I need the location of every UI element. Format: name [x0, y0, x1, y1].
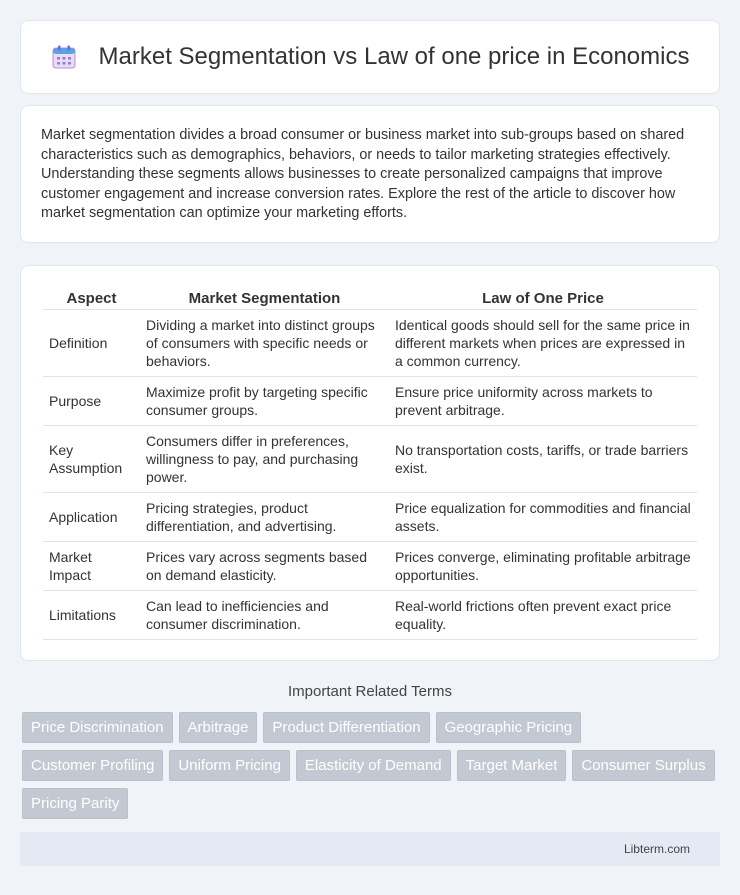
row-aspect: Limitations: [43, 591, 140, 640]
row-market-segmentation: Can lead to inefficiencies and consumer discrimination.: [140, 591, 389, 640]
column-header-market-segmentation: Market Segmentation: [140, 286, 389, 310]
footer-site-link[interactable]: Libterm.com: [623, 842, 690, 856]
related-term-tag[interactable]: Uniform Pricing: [169, 750, 290, 781]
table-row: [43, 310, 697, 377]
related-term-tag[interactable]: Pricing Parity: [22, 788, 128, 819]
row-law-of-one-price: Ensure price uniformity across markets to prevent arbitrage.: [389, 377, 697, 426]
row-aspect: Market Impact: [43, 542, 140, 591]
row-market-segmentation: Prices vary across segments based on demand elasticity.: [140, 542, 389, 591]
related-terms-list: [22, 712, 718, 819]
row-market-segmentation: Maximize profit by targeting specific consumer groups.: [140, 377, 389, 426]
table-header-row: [43, 286, 697, 310]
row-law-of-one-price: Real-world frictions often prevent exact price equality.: [389, 591, 697, 640]
comparison-table: [43, 286, 697, 640]
table-row: [43, 377, 697, 426]
table-row: [43, 426, 697, 493]
row-market-segmentation: Dividing a market into distinct groups of consumers with specific needs or behaviors.: [140, 310, 389, 377]
related-term-tag[interactable]: Consumer Surplus: [572, 750, 714, 781]
row-market-segmentation: Consumers differ in preferences, willingness to pay, and purchasing power.: [140, 426, 389, 493]
intro-card: [20, 105, 720, 243]
column-header-aspect: Aspect: [43, 286, 140, 310]
comparison-card: [20, 265, 720, 661]
related-term-tag[interactable]: Price Discrimination: [22, 712, 173, 743]
table-row: [43, 542, 697, 591]
row-law-of-one-price: Identical goods should sell for the same price in different markets when prices are expressed in a common currency.: [389, 310, 697, 377]
table-row: [43, 493, 697, 542]
related-term-tag[interactable]: Product Differentiation: [263, 712, 429, 743]
related-term-tag[interactable]: Geographic Pricing: [436, 712, 582, 743]
page-title: Market Segmentation vs Law of one price in Economics: [98, 43, 690, 70]
row-law-of-one-price: Price equalization for commodities and financial assets.: [389, 493, 697, 542]
intro-text: Market segmentation divides a broad consumer or business market into sub-groups based on shared characteristics such as demographics, behaviors, or needs to tailor marketing strategies effectively. Understanding these segments allows businesses to create personalized campaigns that improve customer engagement and increase conversion rates. Explore the rest of the article to discover how market segmentation can optimize your marketing efforts.: [41, 127, 685, 221]
related-term-tag[interactable]: Customer Profiling: [22, 750, 163, 781]
row-aspect: Key Assumption: [43, 426, 140, 493]
related-term-tag[interactable]: Target Market: [457, 750, 567, 781]
row-aspect: Application: [43, 493, 140, 542]
row-aspect: Purpose: [43, 377, 140, 426]
row-law-of-one-price: Prices converge, eliminating profitable arbitrage opportunities.: [389, 542, 697, 591]
header-card: [20, 20, 720, 94]
row-aspect: Definition: [43, 310, 140, 377]
related-terms-title: Important Related Terms: [288, 683, 452, 700]
related-term-tag[interactable]: Elasticity of Demand: [296, 750, 451, 781]
column-header-law-of-one-price: Law of One Price: [389, 286, 697, 310]
footer: [20, 832, 720, 866]
row-law-of-one-price: No transportation costs, tariffs, or trade barriers exist.: [389, 426, 697, 493]
table-row: [43, 591, 697, 640]
related-term-tag[interactable]: Arbitrage: [179, 712, 258, 743]
calendar-icon: [51, 44, 77, 70]
row-market-segmentation: Pricing strategies, product differentiation, and advertising.: [140, 493, 389, 542]
